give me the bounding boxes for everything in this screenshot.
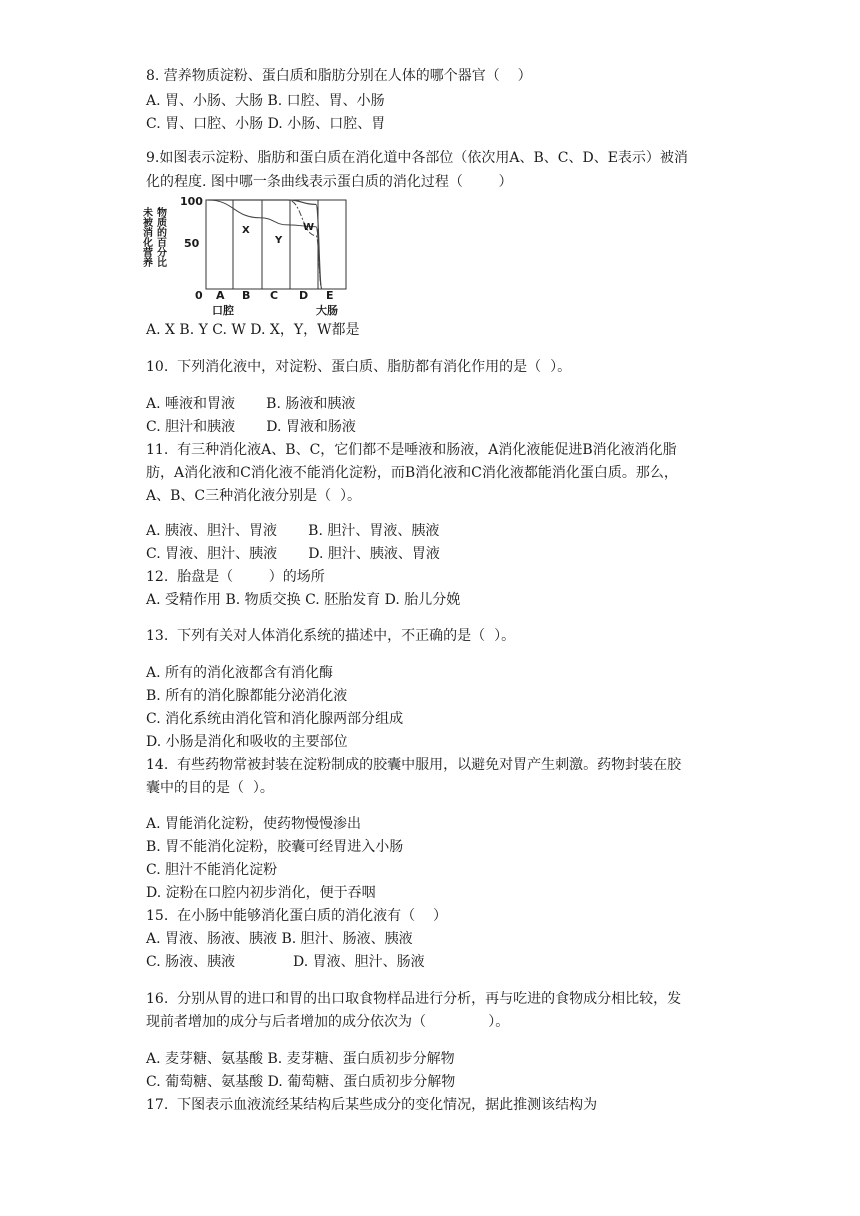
section-label-e: E (326, 289, 334, 302)
y-axis-label-col1: 未被消化营养 (140, 207, 152, 267)
q16-options-row1: A. 麦芽糖、氨基酸 B. 麦芽糖、蛋白质初步分解物 (146, 1051, 455, 1067)
q8-stem: 8. 营养物质淀粉、蛋白质和脂肪分别在人体的哪个器官（ ） (146, 68, 532, 84)
q11-options-row1: A. 胰液、胆汁、胃液 B. 胆汁、胃液、胰液 (146, 523, 440, 539)
q14-option-c: C. 胆汁不能消化淀粉 (146, 862, 278, 878)
curve-x (208, 200, 322, 289)
section-label-d: D (299, 289, 309, 302)
section-label-c: C (270, 289, 279, 302)
q9-options: A. X B. Y C. W D. X，Y，W都是 (146, 322, 360, 338)
digestion-curve-figure (140, 193, 360, 323)
q13-option-c: C. 消化系统由消化管和消化腺两部分组成 (146, 711, 404, 727)
tick-50: 50 (184, 237, 200, 250)
label-mouth: 口腔 (212, 304, 234, 317)
q16-stem-line2: 现前者增加的成分与后者增加的成分依次为（ ）。 (146, 1014, 510, 1030)
q12-stem: 12. 胎盘是（ ）的场所 (146, 569, 325, 585)
q13-option-d: D. 小肠是消化和吸收的主要部位 (146, 734, 348, 750)
q15-options-row2: C. 肠液、胰液 D. 胃液、胆汁、肠液 (146, 954, 425, 970)
curve-w (208, 200, 322, 289)
q14-stem-line2: 囊中的目的是（ ）。 (146, 780, 274, 796)
q11-options-row2: C. 胃液、胆汁、胰液 D. 胆汁、胰液、胃液 (146, 546, 440, 562)
curve-y (208, 200, 322, 289)
q13-stem: 13. 下列有关对人体消化系统的描述中，不正确的是（ ）。 (146, 628, 516, 644)
q11-stem-line1: 11. 有三种消化液A、B、C，它们都不是唾液和肠液，A消化液能促进B消化液消化脂 (146, 442, 677, 458)
tick-100: 100 (180, 195, 203, 208)
curve-x-label: X (242, 225, 250, 236)
label-large-intestine: 大肠 (316, 304, 338, 317)
q13-option-a: A. 所有的消化液都含有消化酶 (146, 665, 334, 681)
tick-0: 0 (195, 289, 203, 302)
q12-options: A. 受精作用 B. 物质交换 C. 胚胎发育 D. 胎儿分娩 (146, 592, 461, 608)
section-label-b: B (242, 289, 251, 302)
q16-options-row2: C. 葡萄糖、氨基酸 D. 葡萄糖、蛋白质初步分解物 (146, 1074, 456, 1090)
q15-stem: 15. 在小肠中能够消化蛋白质的消化液有（ ） (146, 908, 447, 924)
q10-stem: 10. 下列消化液中，对淀粉、蛋白质、脂肪都有消化作用的是（ ）。 (146, 359, 572, 375)
q13-option-b: B. 所有的消化腺都能分泌消化液 (146, 688, 348, 704)
q9-stem-line1: 9.如图表示淀粉、脂肪和蛋白质在消化道中各部位（依次用A、B、C、D、E表示）被消 (146, 150, 688, 166)
curve-y-label: Y (275, 235, 283, 246)
q8-options-row2: C. 胃、口腔、小肠 D. 小肠、口腔、胃 (146, 116, 386, 132)
y-axis-label-col2: 物质的百分比 (154, 207, 166, 267)
q8-options-row1: A. 胃、小肠、大肠 B. 口腔、胃、小肠 (146, 93, 385, 109)
q17-stem: 17. 下图表示血液流经某结构后某些成分的变化情况，据此推测该结构为 (146, 1097, 598, 1113)
q14-option-a: A. 胃能消化淀粉，使药物慢慢渗出 (146, 816, 362, 832)
curve-w-label: W (303, 222, 315, 233)
q9-stem-line2: 化的程度. 图中哪一条曲线表示蛋白质的消化过程（ ） (146, 174, 513, 190)
q11-stem-line3: A、B、C三种消化液分别是（ ）。 (146, 488, 362, 504)
section-label-a: A (216, 289, 225, 302)
q14-option-d: D. 淀粉在口腔内初步消化，便于吞咽 (146, 885, 376, 901)
q14-stem-line1: 14. 有些药物常被封装在淀粉制成的胶囊中服用，以避免对胃产生刺激。药物封装在胶 (146, 757, 682, 773)
q10-options-row1: A. 唾液和胃液 B. 肠液和胰液 (146, 396, 356, 412)
q11-stem-line2: 肪，A消化液和C消化液不能消化淀粉，而B消化液和C消化液都能消化蛋白质。那么， (146, 465, 678, 481)
q10-options-row2: C. 胆汁和胰液 D. 胃液和肠液 (146, 419, 356, 435)
q15-options-row1: A. 胃液、肠液、胰液 B. 胆汁、肠液、胰液 (146, 931, 413, 947)
q14-option-b: B. 胃不能消化淀粉，胶囊可经胃进入小肠 (146, 839, 404, 855)
q16-stem-line1: 16. 分别从胃的进口和胃的出口取食物样品进行分析，再与吃进的食物成分相比较，发 (146, 991, 682, 1007)
